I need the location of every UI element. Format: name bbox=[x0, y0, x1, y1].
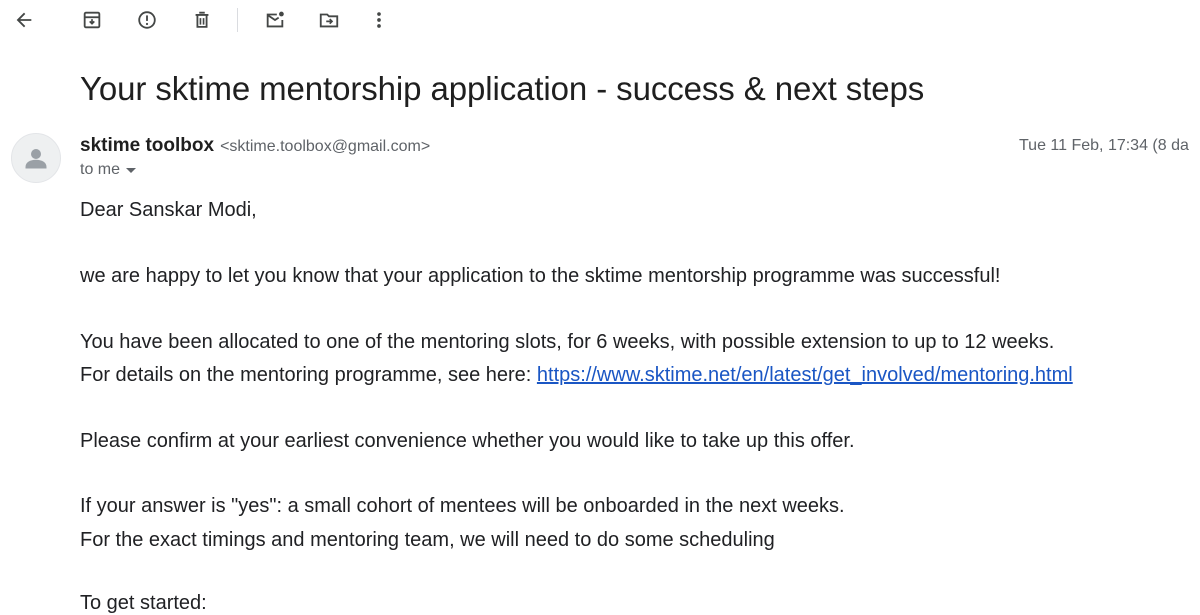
back-arrow-icon bbox=[13, 9, 35, 31]
delete-icon bbox=[191, 9, 213, 31]
archive-icon bbox=[81, 9, 103, 31]
back-button[interactable] bbox=[10, 6, 38, 34]
body-paragraph-4-line-1: If your answer is "yes": a small cohort of mentees will be onboarded in the next weeks. bbox=[80, 495, 845, 517]
body-greeting: Dear Sanskar Modi, bbox=[80, 199, 257, 221]
body-paragraph-5: To get started: bbox=[80, 592, 207, 614]
move-to-button[interactable] bbox=[315, 6, 343, 34]
email-date: Tue 11 Feb, 17:34 (8 da bbox=[1019, 137, 1189, 154]
report-spam-icon bbox=[136, 9, 158, 31]
more-options-button[interactable] bbox=[365, 6, 393, 34]
body-paragraph-4-line-2: For the exact timings and mentoring team, we will need to do some scheduling bbox=[80, 529, 775, 551]
message-toolbar bbox=[0, 0, 1200, 40]
recipient-label: to me bbox=[80, 161, 121, 178]
sender-avatar[interactable] bbox=[11, 133, 61, 183]
move-to-icon bbox=[318, 9, 340, 31]
recipient-line bbox=[80, 161, 136, 179]
body-paragraph-3: Please confirm at your earliest convenience whether you would like to take up this offer. bbox=[80, 430, 855, 452]
mark-unread-button[interactable] bbox=[261, 6, 289, 34]
report-spam-button[interactable] bbox=[133, 6, 161, 34]
mark-unread-icon bbox=[264, 9, 286, 31]
delete-button[interactable] bbox=[188, 6, 216, 34]
body-paragraph-1: we are happy to let you know that your application to the sktime mentorship programme was successful! bbox=[80, 265, 1001, 287]
body-link-prefix: For details on the mentoring programme, see here: bbox=[80, 364, 537, 386]
person-icon bbox=[12, 134, 60, 182]
email-subject: Your sktime mentorship application - success & next steps bbox=[80, 70, 925, 107]
sender-name[interactable]: sktime toolbox bbox=[80, 135, 215, 156]
toolbar-divider bbox=[237, 8, 238, 32]
body-paragraph-2-line-1: You have been allocated to one of the mentoring slots, for 6 weeks, with possible extension to up to 12 weeks. bbox=[80, 331, 1055, 353]
archive-button[interactable] bbox=[78, 6, 106, 34]
sender-email: <sktime.toolbox@gmail.com> bbox=[220, 138, 431, 155]
mentoring-link[interactable]: https://www.sktime.net/en/latest/get_involved/mentoring.html bbox=[536, 364, 1073, 386]
more-options-icon bbox=[368, 9, 390, 31]
show-details-caret-icon[interactable] bbox=[126, 168, 136, 173]
sender-line bbox=[80, 135, 430, 157]
body-paragraph-2-line-2 bbox=[80, 364, 1073, 387]
